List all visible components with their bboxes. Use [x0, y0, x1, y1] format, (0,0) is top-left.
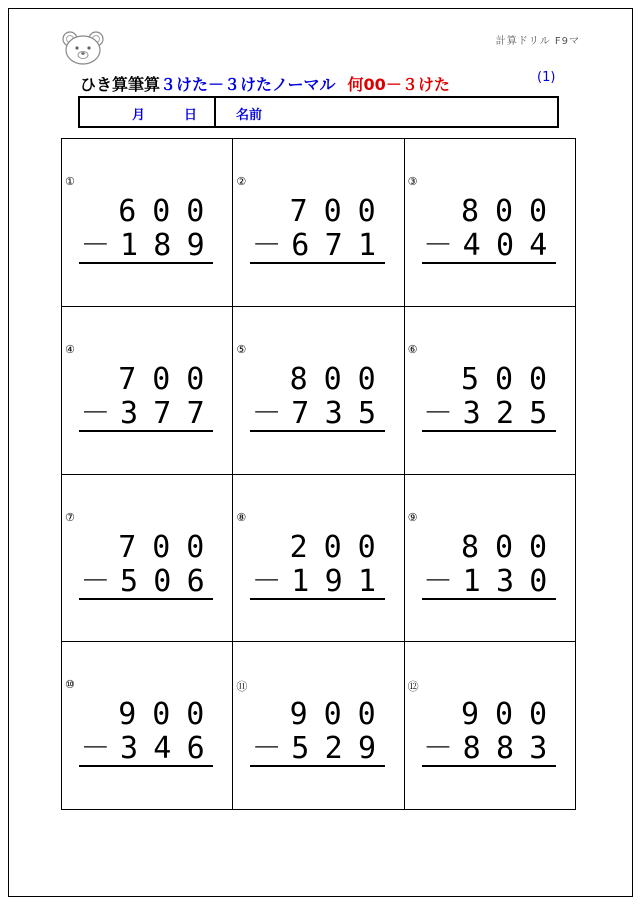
problem-cell[interactable] [405, 307, 576, 475]
subtrahend-digit: 9 [324, 563, 343, 599]
minus-sign: － [423, 228, 453, 263]
minuend-digit: 0 [528, 529, 548, 565]
subtrahend-digit: 1 [119, 228, 139, 263]
minuend [80, 194, 212, 229]
subtrahend-digit: 5 [291, 731, 310, 767]
minuend-digit: 9 [118, 697, 137, 733]
subtrahend-digit: 8 [495, 731, 515, 767]
minus-sign: － [251, 228, 282, 263]
minuend-digit: 7 [118, 529, 137, 565]
answer-line [422, 430, 556, 432]
minuend [423, 697, 555, 733]
minuend-digit: 8 [460, 529, 480, 565]
worksheet-title [80, 72, 580, 95]
subtrahend [80, 563, 212, 599]
problem-number: ⑨ [407, 510, 418, 524]
month-label: 月 [132, 108, 146, 123]
problem-number: ⑩ [65, 678, 75, 692]
subtrahend [80, 228, 212, 263]
subtrahend-digit: 3 [324, 395, 343, 431]
minuend-digit: 0 [152, 194, 171, 229]
subtrahend-digit: 1 [291, 563, 310, 599]
answer-line [422, 598, 556, 600]
minuend-digit: 8 [289, 361, 308, 397]
answer-line [79, 765, 213, 767]
answer-line [250, 262, 384, 264]
minus-sign: － [423, 395, 453, 431]
problem-number: ② [236, 175, 247, 188]
subtrahend-digit: 1 [357, 228, 377, 263]
subtrahend [251, 563, 384, 599]
minus-sign: － [423, 731, 453, 767]
problem-cell[interactable] [233, 475, 404, 643]
minuend-digit: 0 [357, 697, 376, 733]
subtrahend-digit: 0 [153, 563, 172, 599]
answer-line [79, 262, 213, 264]
minuend-digit: 7 [118, 361, 137, 397]
answer-line [79, 430, 213, 432]
minuend-digit: 0 [528, 194, 548, 229]
minuend-digit: 0 [186, 697, 205, 733]
subtrahend-digit: 2 [324, 731, 343, 767]
subtrahend-digit: 7 [291, 395, 310, 431]
problem-cell[interactable] [62, 139, 233, 307]
minuend-digit: 0 [323, 194, 342, 229]
subtrahend-digit: 5 [529, 395, 548, 431]
answer-line [250, 598, 384, 600]
minuend-digit: 0 [323, 697, 342, 733]
date-field[interactable] [80, 98, 216, 126]
subtrahend-digit: 8 [462, 731, 481, 767]
minuend [252, 194, 384, 229]
minuend [423, 194, 555, 229]
problem-cell[interactable] [233, 307, 404, 475]
minuend-digit: 0 [494, 697, 514, 733]
subtrahend-digit: 0 [529, 563, 548, 599]
answer-line [422, 765, 556, 767]
minuend-digit: 0 [152, 697, 171, 733]
minuend-digit: 0 [323, 529, 342, 565]
subtrahend-digit: 7 [153, 395, 172, 431]
subtrahend-digit: 7 [186, 395, 205, 431]
problem-cell[interactable] [405, 139, 576, 307]
problem-cell[interactable] [405, 642, 576, 810]
subtrahend-digit: 3 [462, 395, 481, 431]
subtrahend-digit: 7 [324, 228, 343, 263]
minuend-digit: 0 [357, 194, 376, 229]
problem-cell[interactable] [62, 475, 233, 643]
minuend [252, 529, 384, 565]
minus-sign: － [80, 395, 111, 431]
minus-sign: － [80, 228, 111, 263]
minuend [423, 361, 555, 397]
answer-line [250, 765, 384, 767]
problem-number: ③ [407, 175, 418, 188]
subtrahend-digit: 6 [186, 731, 205, 767]
minuend-digit: 8 [460, 194, 480, 229]
minuend-digit: 0 [323, 361, 342, 397]
minuend-digit: 0 [186, 529, 205, 565]
minuend-digit: 0 [186, 361, 205, 397]
sheet-number: (1) [537, 70, 556, 85]
minuend [80, 697, 212, 733]
problem-number: ⑪ [236, 680, 248, 694]
minuend-digit: 0 [152, 529, 171, 565]
minuend-digit: 0 [357, 361, 376, 397]
answer-line [79, 598, 213, 600]
minuend-digit: 0 [152, 361, 171, 397]
title-prefix: ひき算筆算 [80, 75, 161, 94]
subtrahend-digit: 6 [291, 228, 310, 263]
minus-sign: － [80, 731, 111, 767]
problem-cell[interactable] [233, 139, 404, 307]
minuend-digit: 0 [494, 361, 514, 397]
minuend [252, 361, 384, 397]
minuend [80, 529, 212, 565]
subtrahend [251, 395, 384, 431]
day-label: 日 [184, 108, 198, 123]
subtrahend-digit: 3 [529, 731, 548, 767]
minuend [80, 361, 212, 397]
subtrahend-digit: 1 [357, 563, 377, 599]
minus-sign: － [251, 731, 282, 767]
brand-label: 計算ドリル F9マ [495, 36, 580, 47]
name-label: 名前 [236, 108, 263, 123]
problem-number: ④ [65, 342, 75, 356]
minus-sign: － [251, 395, 282, 431]
subtrahend [251, 731, 384, 767]
subtrahend-digit: 6 [186, 563, 205, 599]
subtrahend-digit: 4 [462, 228, 481, 263]
problem-cell[interactable] [62, 642, 233, 810]
subtrahend-digit: 3 [119, 731, 139, 767]
minuend [423, 529, 555, 565]
subtrahend [423, 731, 555, 767]
subtrahend-digit: 0 [495, 228, 515, 263]
problem-number: ⑫ [407, 680, 419, 694]
minuend-digit: 6 [118, 194, 137, 229]
minuend-digit: 0 [528, 697, 548, 733]
subtrahend [423, 228, 555, 263]
minus-sign: － [251, 563, 282, 599]
subtrahend [423, 563, 555, 599]
problem-number: ① [65, 175, 75, 188]
minuend-digit: 9 [460, 697, 480, 733]
subtrahend-digit: 5 [119, 563, 139, 599]
subtrahend-digit: 9 [186, 228, 205, 263]
subtrahend-digit: 4 [153, 731, 172, 767]
problem-number: ⑦ [65, 510, 75, 524]
title-variant: 何00－３けた [347, 75, 450, 94]
bear-logo-icon [58, 30, 108, 66]
subtrahend-digit: 2 [495, 395, 515, 431]
problem-cell[interactable] [233, 642, 404, 810]
minuend-digit: 9 [289, 697, 308, 733]
minuend-digit: 0 [528, 361, 548, 397]
minuend-digit: 0 [186, 194, 205, 229]
subtrahend-digit: 3 [495, 563, 515, 599]
subtrahend-digit: 4 [529, 228, 548, 263]
problem-grid [61, 138, 576, 810]
minuend-digit: 2 [289, 529, 308, 565]
answer-line [422, 262, 556, 264]
answer-line [250, 430, 384, 432]
problem-number: ⑥ [407, 342, 418, 356]
title-topic: ３けた－３けたノーマル [160, 75, 336, 94]
minuend-digit: 7 [289, 194, 308, 229]
minuend [252, 697, 384, 733]
minuend-digit: 0 [357, 529, 376, 565]
minus-sign: － [80, 563, 111, 599]
name-field[interactable] [270, 98, 557, 126]
subtrahend-digit: 5 [357, 395, 377, 431]
subtrahend [80, 731, 212, 767]
subtrahend [423, 395, 555, 431]
problem-number: ⑧ [236, 510, 247, 524]
minuend-digit: 0 [494, 529, 514, 565]
minuend-digit: 0 [494, 194, 514, 229]
subtrahend-digit: 1 [462, 563, 481, 599]
name-date-box [78, 96, 559, 128]
problem-number: ⑤ [236, 342, 247, 356]
problem-cell[interactable] [62, 307, 233, 475]
subtrahend-digit: 9 [357, 731, 377, 767]
minus-sign: － [423, 563, 453, 599]
subtrahend-digit: 8 [153, 228, 172, 263]
subtrahend [251, 228, 384, 263]
subtrahend-digit: 3 [119, 395, 139, 431]
subtrahend [80, 395, 212, 431]
minuend-digit: 5 [460, 361, 480, 397]
problem-cell[interactable] [405, 475, 576, 643]
